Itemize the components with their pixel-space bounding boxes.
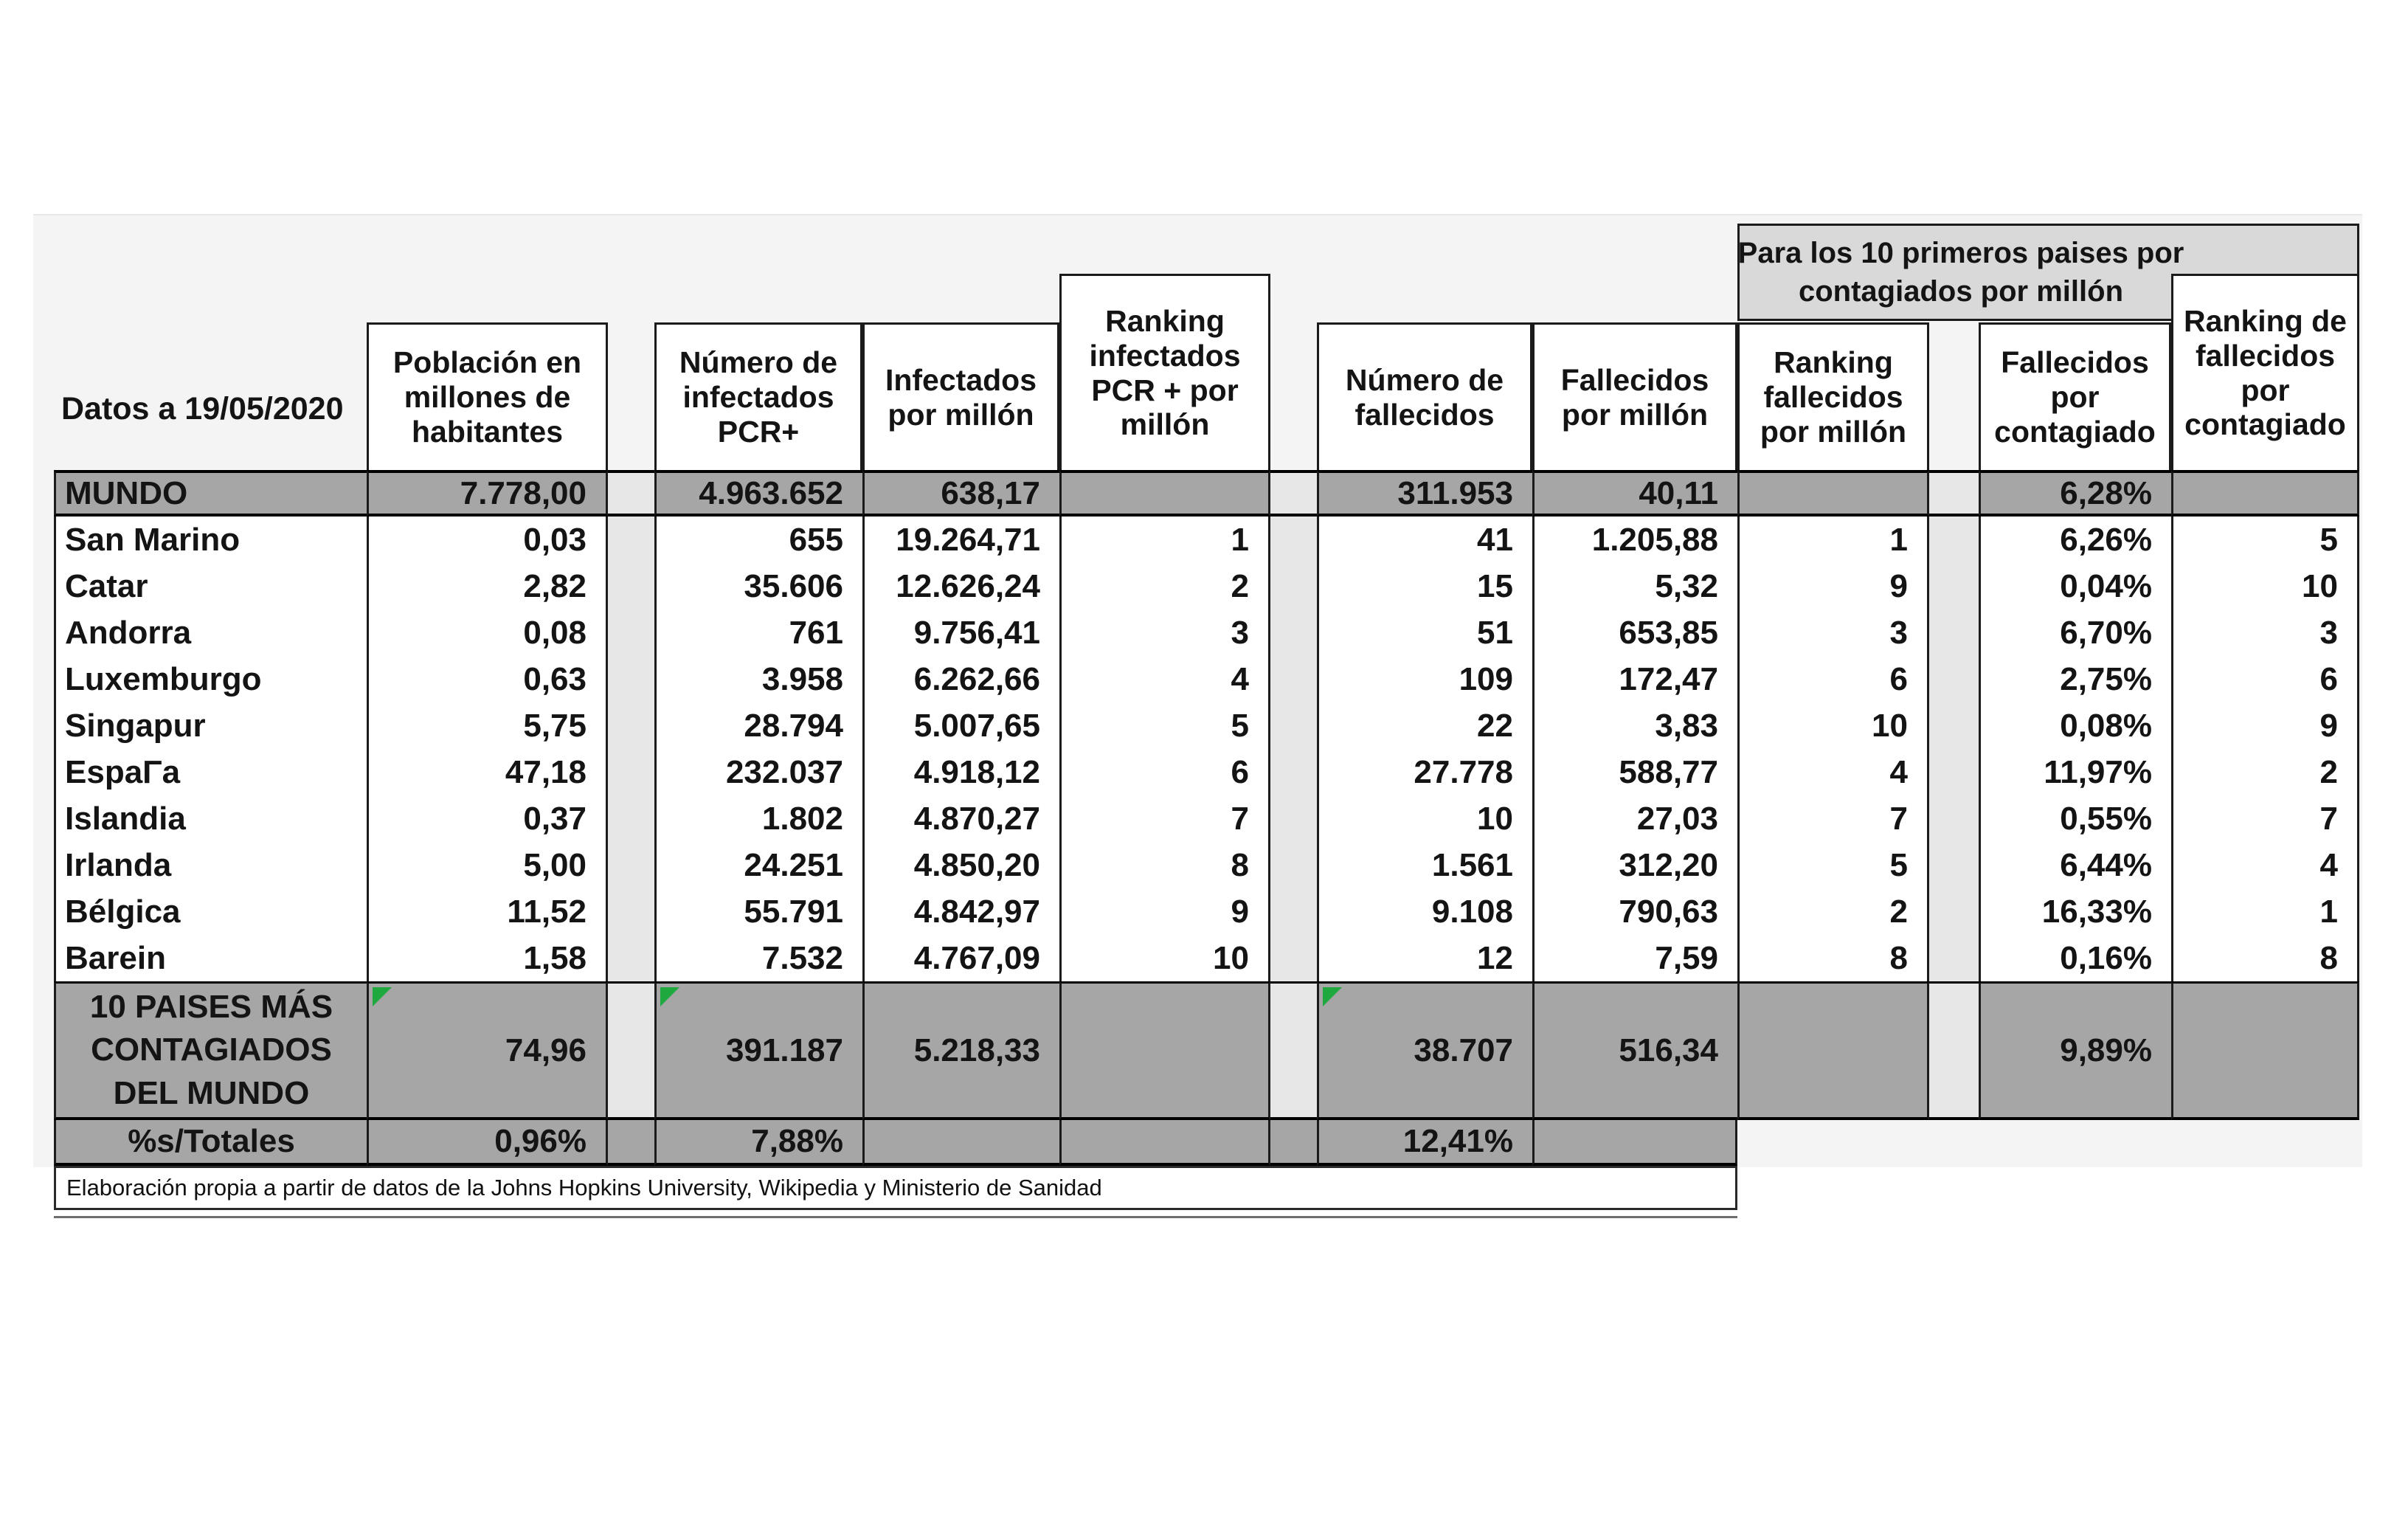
column-header-ranking-fallecidos: Ranking fallecidos por millón — [1737, 322, 1929, 470]
cell-poblacion: 5,75 — [367, 702, 608, 749]
spacer — [1270, 702, 1317, 749]
source-note: Elaboración propia a partir de datos de la Johns Hopkins University, Wikipedia y Ministerio de Sanidad — [54, 1166, 1737, 1210]
cell-ranking-infectados: 7 — [1059, 795, 1270, 842]
cell-infectados: 232.037 — [654, 749, 862, 795]
spacer — [608, 563, 654, 609]
spacer — [1929, 702, 1979, 749]
totales-poblacion: 0,96% — [367, 1120, 608, 1166]
country-name: Islandia — [54, 795, 367, 842]
grupo-label: 10 PAISES MÁS CONTAGIADOS DEL MUNDO — [54, 981, 367, 1120]
spacer — [608, 795, 654, 842]
cell-infectados-millon: 4.850,20 — [862, 842, 1059, 888]
cell-ranking-infectados: 3 — [1059, 609, 1270, 656]
cell-ranking-letalidad: 2 — [2171, 749, 2359, 795]
cell-infectados-millon: 4.767,09 — [862, 935, 1059, 981]
spacer — [1270, 470, 1317, 516]
cell-infectados-millon: 4.842,97 — [862, 888, 1059, 935]
spacer — [608, 888, 654, 935]
cell-infectados-millon: 4.870,27 — [862, 795, 1059, 842]
spacer — [1270, 935, 1317, 981]
cell-ranking-fallecidos: 6 — [1737, 656, 1929, 702]
spacer — [608, 981, 654, 1120]
spacer — [1270, 981, 1317, 1120]
cell-ranking-fallecidos: 7 — [1737, 795, 1929, 842]
empty-cell — [1929, 1120, 1979, 1166]
grupo-ranking-fallecidos — [1737, 981, 1929, 1120]
totales-infectados: 7,88% — [654, 1120, 862, 1166]
cell-infectados-millon: 19.264,71 — [862, 516, 1059, 563]
spacer — [1929, 470, 1979, 516]
mundo-letalidad: 6,28% — [1979, 470, 2171, 516]
cell-ranking-letalidad: 3 — [2171, 609, 2359, 656]
header-cell-fallecidos-millon — [1532, 215, 1737, 470]
country-name: San Marino — [54, 516, 367, 563]
header-cell-poblacion — [367, 215, 608, 470]
cell-poblacion: 0,08 — [367, 609, 608, 656]
spacer — [1270, 656, 1317, 702]
spacer — [1929, 888, 1979, 935]
cell-fallecidos-millon: 653,85 — [1532, 609, 1737, 656]
spacer — [608, 1120, 654, 1166]
cell-infectados: 1.802 — [654, 795, 862, 842]
cell-fallecidos: 10 — [1317, 795, 1532, 842]
column-header-fallecidos-millon: Fallecidos por millón — [1532, 322, 1737, 470]
country-name: Irlanda — [54, 842, 367, 888]
cell-ranking-infectados: 10 — [1059, 935, 1270, 981]
cell-letalidad: 0,04% — [1979, 563, 2171, 609]
spacer — [1270, 215, 1317, 470]
mundo-ranking-infectados — [1059, 470, 1270, 516]
header-cell-infectados-millon — [862, 215, 1059, 470]
cell-infectados-millon: 9.756,41 — [862, 609, 1059, 656]
header-cell-ranking-letalidad — [2171, 215, 2359, 470]
cell-fallecidos-millon: 790,63 — [1532, 888, 1737, 935]
grupo-fallecidos-value: 38.707 — [1414, 1032, 1513, 1068]
cell-fallecidos: 1.561 — [1317, 842, 1532, 888]
empty-cell — [1979, 1120, 2171, 1166]
cell-poblacion: 0,63 — [367, 656, 608, 702]
cell-ranking-fallecidos: 3 — [1737, 609, 1929, 656]
spacer — [1270, 795, 1317, 842]
cell-ranking-infectados: 6 — [1059, 749, 1270, 795]
cell-fallecidos: 9.108 — [1317, 888, 1532, 935]
cell-infectados-millon: 12.626,24 — [862, 563, 1059, 609]
mundo-infectados-millon: 638,17 — [862, 470, 1059, 516]
cell-letalidad: 11,97% — [1979, 749, 2171, 795]
cell-ranking-infectados: 1 — [1059, 516, 1270, 563]
grupo-fallecidos — [1317, 981, 1532, 1120]
cell-ranking-letalidad: 8 — [2171, 935, 2359, 981]
grupo-infectados — [654, 981, 862, 1120]
cell-poblacion: 0,37 — [367, 795, 608, 842]
cell-letalidad: 0,16% — [1979, 935, 2171, 981]
grupo-infectados-value: 391.187 — [725, 1032, 843, 1068]
cell-ranking-fallecidos: 10 — [1737, 702, 1929, 749]
cell-letalidad: 6,70% — [1979, 609, 2171, 656]
spacer — [1929, 563, 1979, 609]
cell-fallecidos: 109 — [1317, 656, 1532, 702]
cell-poblacion: 5,00 — [367, 842, 608, 888]
cell-infectados: 655 — [654, 516, 862, 563]
totales-fallecidos-millon — [1532, 1120, 1737, 1166]
cell-infectados: 28.794 — [654, 702, 862, 749]
cell-infectados: 3.958 — [654, 656, 862, 702]
header-cell-infectados — [654, 215, 862, 470]
spacer — [1270, 609, 1317, 656]
group-header-line2: contagiados por millón — [1798, 275, 2124, 308]
cell-ranking-letalidad: 6 — [2171, 656, 2359, 702]
grupo-ranking-infectados — [1059, 981, 1270, 1120]
column-header-fallecidos: Número de fallecidos — [1317, 322, 1532, 470]
cell-fallecidos: 22 — [1317, 702, 1532, 749]
cell-ranking-infectados: 2 — [1059, 563, 1270, 609]
header-cell-fallecidos — [1317, 215, 1532, 470]
header-cell-letalidad — [1979, 215, 2171, 470]
spacer — [608, 842, 654, 888]
error-triangle-icon — [1323, 987, 1342, 1006]
column-header-letalidad: Fallecidos por contagiado — [1979, 322, 2171, 470]
totales-ranking-infectados — [1059, 1120, 1270, 1166]
cell-ranking-letalidad: 4 — [2171, 842, 2359, 888]
column-header-infectados-millon: Infectados por millón — [862, 322, 1059, 470]
header-cell-ranking-infectados — [1059, 215, 1270, 470]
cell-ranking-letalidad: 1 — [2171, 888, 2359, 935]
column-header-poblacion: Población en millones de habitantes — [367, 322, 608, 470]
cell-letalidad: 0,08% — [1979, 702, 2171, 749]
group-header-line1: Para los 10 primeros paises por — [1737, 237, 2184, 269]
spacer — [1929, 935, 1979, 981]
cell-fallecidos: 27.778 — [1317, 749, 1532, 795]
cell-fallecidos-millon: 588,77 — [1532, 749, 1737, 795]
mundo-infectados: 4.963.652 — [654, 470, 862, 516]
cell-infectados: 24.251 — [654, 842, 862, 888]
spacer — [1929, 795, 1979, 842]
column-header-infectados: Número de infectados PCR+ — [654, 322, 862, 470]
country-name: Catar — [54, 563, 367, 609]
cell-letalidad: 6,44% — [1979, 842, 2171, 888]
grupo-poblacion — [367, 981, 608, 1120]
country-name: Andorra — [54, 609, 367, 656]
empty-cell — [1737, 1120, 1929, 1166]
cell-infectados: 35.606 — [654, 563, 862, 609]
cell-ranking-fallecidos: 5 — [1737, 842, 1929, 888]
date-label: Datos a 19/05/2020 — [61, 391, 344, 426]
mundo-ranking-letalidad — [2171, 470, 2359, 516]
cell-fallecidos-millon: 7,59 — [1532, 935, 1737, 981]
cell-fallecidos-millon: 5,32 — [1532, 563, 1737, 609]
cell-infectados-millon: 5.007,65 — [862, 702, 1059, 749]
spacer — [1929, 516, 1979, 563]
cell-letalidad: 0,55% — [1979, 795, 2171, 842]
spacer — [1929, 981, 1979, 1120]
cell-ranking-infectados: 8 — [1059, 842, 1270, 888]
spacer — [608, 516, 654, 563]
spacer — [608, 749, 654, 795]
spacer — [608, 656, 654, 702]
cell-infectados: 761 — [654, 609, 862, 656]
spacer — [1270, 516, 1317, 563]
spacer — [1929, 215, 1979, 470]
spacer — [608, 609, 654, 656]
cell-ranking-fallecidos: 2 — [1737, 888, 1929, 935]
empty-cell — [2171, 1120, 2359, 1166]
spacer — [1270, 749, 1317, 795]
cell-ranking-infectados: 4 — [1059, 656, 1270, 702]
spacer — [1929, 842, 1979, 888]
totales-label: %s/Totales — [54, 1120, 367, 1166]
cell-ranking-letalidad: 5 — [2171, 516, 2359, 563]
spacer — [1929, 656, 1979, 702]
cell-fallecidos: 41 — [1317, 516, 1532, 563]
grupo-poblacion-value: 74,96 — [505, 1032, 587, 1068]
cell-fallecidos: 12 — [1317, 935, 1532, 981]
cell-infectados: 7.532 — [654, 935, 862, 981]
country-name: Luxemburgo — [54, 656, 367, 702]
spacer — [1929, 609, 1979, 656]
mundo-poblacion: 7.778,00 — [367, 470, 608, 516]
grupo-fallecidos-millon: 516,34 — [1532, 981, 1737, 1120]
mundo-ranking-fallecidos — [1737, 470, 1929, 516]
cell-ranking-letalidad: 10 — [2171, 563, 2359, 609]
spacer — [1929, 749, 1979, 795]
cell-ranking-infectados: 5 — [1059, 702, 1270, 749]
cell-ranking-infectados: 9 — [1059, 888, 1270, 935]
cell-fallecidos: 15 — [1317, 563, 1532, 609]
cell-ranking-fallecidos: 1 — [1737, 516, 1929, 563]
error-triangle-icon — [660, 987, 679, 1006]
cell-fallecidos-millon: 172,47 — [1532, 656, 1737, 702]
cell-fallecidos-millon: 312,20 — [1532, 842, 1737, 888]
grupo-ranking-letalidad — [2171, 981, 2359, 1120]
cell-fallecidos-millon: 1.205,88 — [1532, 516, 1737, 563]
cell-fallecidos-millon: 3,83 — [1532, 702, 1737, 749]
country-name: Singapur — [54, 702, 367, 749]
spreadsheet-table — [54, 215, 2359, 1200]
spacer — [608, 935, 654, 981]
data-grid — [54, 215, 2359, 1166]
spacer — [1270, 888, 1317, 935]
cell-infectados-millon: 4.918,12 — [862, 749, 1059, 795]
cell-poblacion: 0,03 — [367, 516, 608, 563]
country-name: EspaΓa — [54, 749, 367, 795]
cell-poblacion: 47,18 — [367, 749, 608, 795]
error-triangle-icon — [373, 987, 392, 1006]
cell-fallecidos-millon: 27,03 — [1532, 795, 1737, 842]
spacer — [608, 702, 654, 749]
grupo-letalidad: 9,89% — [1979, 981, 2171, 1120]
spacer — [608, 215, 654, 470]
spacer — [608, 470, 654, 516]
cell-letalidad: 2,75% — [1979, 656, 2171, 702]
cell-ranking-letalidad: 9 — [2171, 702, 2359, 749]
cell-ranking-letalidad: 7 — [2171, 795, 2359, 842]
spacer — [1270, 563, 1317, 609]
column-header-ranking-infectados: Ranking infectados PCR + por millón — [1059, 274, 1270, 470]
totales-infectados-millon — [862, 1120, 1059, 1166]
spacer — [1270, 842, 1317, 888]
cell-poblacion: 2,82 — [367, 563, 608, 609]
totales-fallecidos: 12,41% — [1317, 1120, 1532, 1166]
mundo-fallecidos-millon: 40,11 — [1532, 470, 1737, 516]
cell-infectados-millon: 6.262,66 — [862, 656, 1059, 702]
country-name: Barein — [54, 935, 367, 981]
cell-infectados: 55.791 — [654, 888, 862, 935]
column-header-ranking-letalidad: Ranking de fallecidos por contagiado — [2171, 274, 2359, 470]
cell-fallecidos: 51 — [1317, 609, 1532, 656]
spacer — [1270, 1120, 1317, 1166]
cell-poblacion: 11,52 — [367, 888, 608, 935]
footer-underline — [54, 1216, 1737, 1218]
cell-ranking-fallecidos: 4 — [1737, 749, 1929, 795]
mundo-label: MUNDO — [54, 470, 367, 516]
cell-poblacion: 1,58 — [367, 935, 608, 981]
country-name: Bélgica — [54, 888, 367, 935]
cell-ranking-fallecidos: 8 — [1737, 935, 1929, 981]
mundo-fallecidos: 311.953 — [1317, 470, 1532, 516]
cell-letalidad: 6,26% — [1979, 516, 2171, 563]
grupo-infectados-millon: 5.218,33 — [862, 981, 1059, 1120]
header-cell-ranking-fallecidos — [1737, 215, 1929, 470]
cell-ranking-fallecidos: 9 — [1737, 563, 1929, 609]
cell-letalidad: 16,33% — [1979, 888, 2171, 935]
